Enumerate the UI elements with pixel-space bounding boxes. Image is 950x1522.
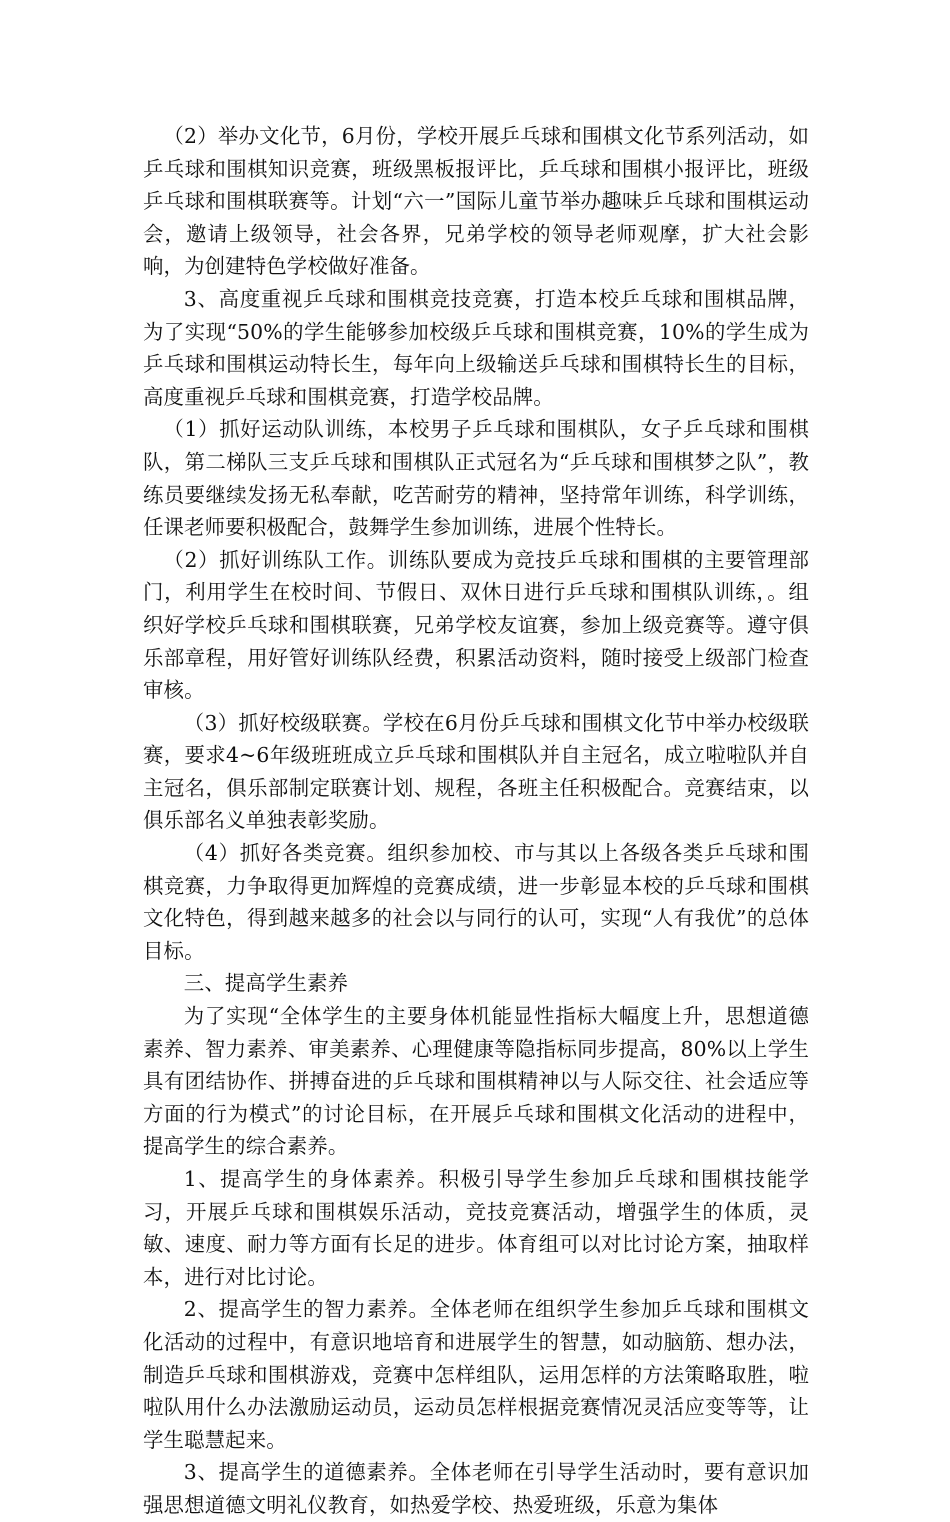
paragraph-moral-quality: 3、提高学生的道德素养。全体老师在引导学生活动时，要有意识加强思想道德文明礼仪教育，如热爱学校、热爱班级，乐意为集体 xyxy=(143,1460,809,1517)
paragraph-intellectual-quality: 2、提高学生的智力素养。全体老师在组织学生参加乒乓球和围棋文化活动的过程中，有意识地培育和进展学生的智慧，如动脑筋、想办法，制造乒乓球和围棋游戏，竞赛中怎样组队，运用怎样的方法策略取胜，啦啦队用什么办法激励运动员，运动员怎样根据竞赛情况灵活应变等等，让学生聪慧起来。 xyxy=(143,1297,809,1452)
paragraph-training-team-work: （2）抓好训练队工作。训练队要成为竞技乒乓球和围棋的主要管理部门，利用学生在校时间、节假日、双休日进行乒乓球和围棋队训练，。组织好学校乒乓球和围棋联赛，兄弟学校友谊赛，参加上级竞赛等。遵守俱乐部章程，用好管好训练队经费，积累活动资料，随时接受上级部门检查审核。 xyxy=(143,547,809,703)
paragraph-goal-statement: 为了实现“全体学生的主要身体机能显性指标大幅度上升，思想道德素养、智力素养、审美素养、心理健康等隐指标同步提高，80%以上学生具有团结协作、拼搏奋进的乒乓球和围棋精神以与人际交往、社会适应等方面的行为模式”的讨论目标，在开展乒乓球和围棋文化活动的进程中，提高学生的综合素养。 xyxy=(143,1004,809,1159)
paragraph-all-competitions: （4）抓好各类竞赛。组织参加校、市与其以上各级各类乒乓球和围棋竞赛，力争取得更加辉煌的竞赛成绩，进一步彰显本校的乒乓球和围棋文化特色，得到越来越多的社会以与同行的认可，实现“人有我优”的总体目标。 xyxy=(143,841,809,963)
section-heading-student-quality: 三、提高学生素养 xyxy=(183,971,349,996)
paragraph-school-league: （3）抓好校级联赛。学校在6月份乒乓球和围棋文化节中举办校级联赛，要求4~6年级班班成立乒乓球和围棋队并自主冠名，成立啦啦队并自主冠名，俱乐部制定联赛计划、规程，各班主任积极配合。竞赛结束，以俱乐部名义单独表彰奖励。 xyxy=(143,710,809,833)
document-body xyxy=(143,120,809,1522)
paragraph-physical-quality: 1、提高学生的身体素养。积极引导学生参加乒乓球和围棋技能学习，开展乒乓球和围棋娱乐活动，竞技竞赛活动，增强学生的体质，灵敏、速度、耐力等方面有长足的进步。体育组可以对比讨论方案，抽取样本，进行对比讨论。 xyxy=(143,1167,809,1289)
paragraph-team-training: （1）抓好运动队训练，本校男子乒乓球和围棋队，女子乒乓球和围棋队，第二梯队三支乒乓球和围棋队正式冠名为“乒乓球和围棋梦之队”，教练员要继续发扬无私奉献，吃苦耐劳的精神，坚持常年训练，科学训练，任课老师要积极配合，鼓舞学生参加训练，进展个性特长。 xyxy=(143,417,809,540)
paragraph-competition-brand: 3、高度重视乒乓球和围棋竞技竞赛，打造本校乒乓球和围棋品牌，为了实现“50%的学生能够参加校级乒乓球和围棋竞赛，10%的学生成为乒乓球和围棋运动特长生，每年向上级输送乒乓球和围棋特长生的目标，高度重视乒乓球和围棋竞赛，打造学校品牌。 xyxy=(143,286,809,409)
paragraph-culture-festival: （2）举办文化节，6月份，学校开展乒乓球和围棋文化节系列活动，如乒乓球和围棋知识竞赛，班级黑板报评比，乒乓球和围棋小报评比，班级乒乓球和围棋联赛等。计划“六一”国际儿童节举办趣味乒乓球和围棋运动会，邀请上级领导，社会各界，兄弟学校的领导老师观摩，扩大社会影响，为创建特色学校做好准备。 xyxy=(143,124,809,279)
